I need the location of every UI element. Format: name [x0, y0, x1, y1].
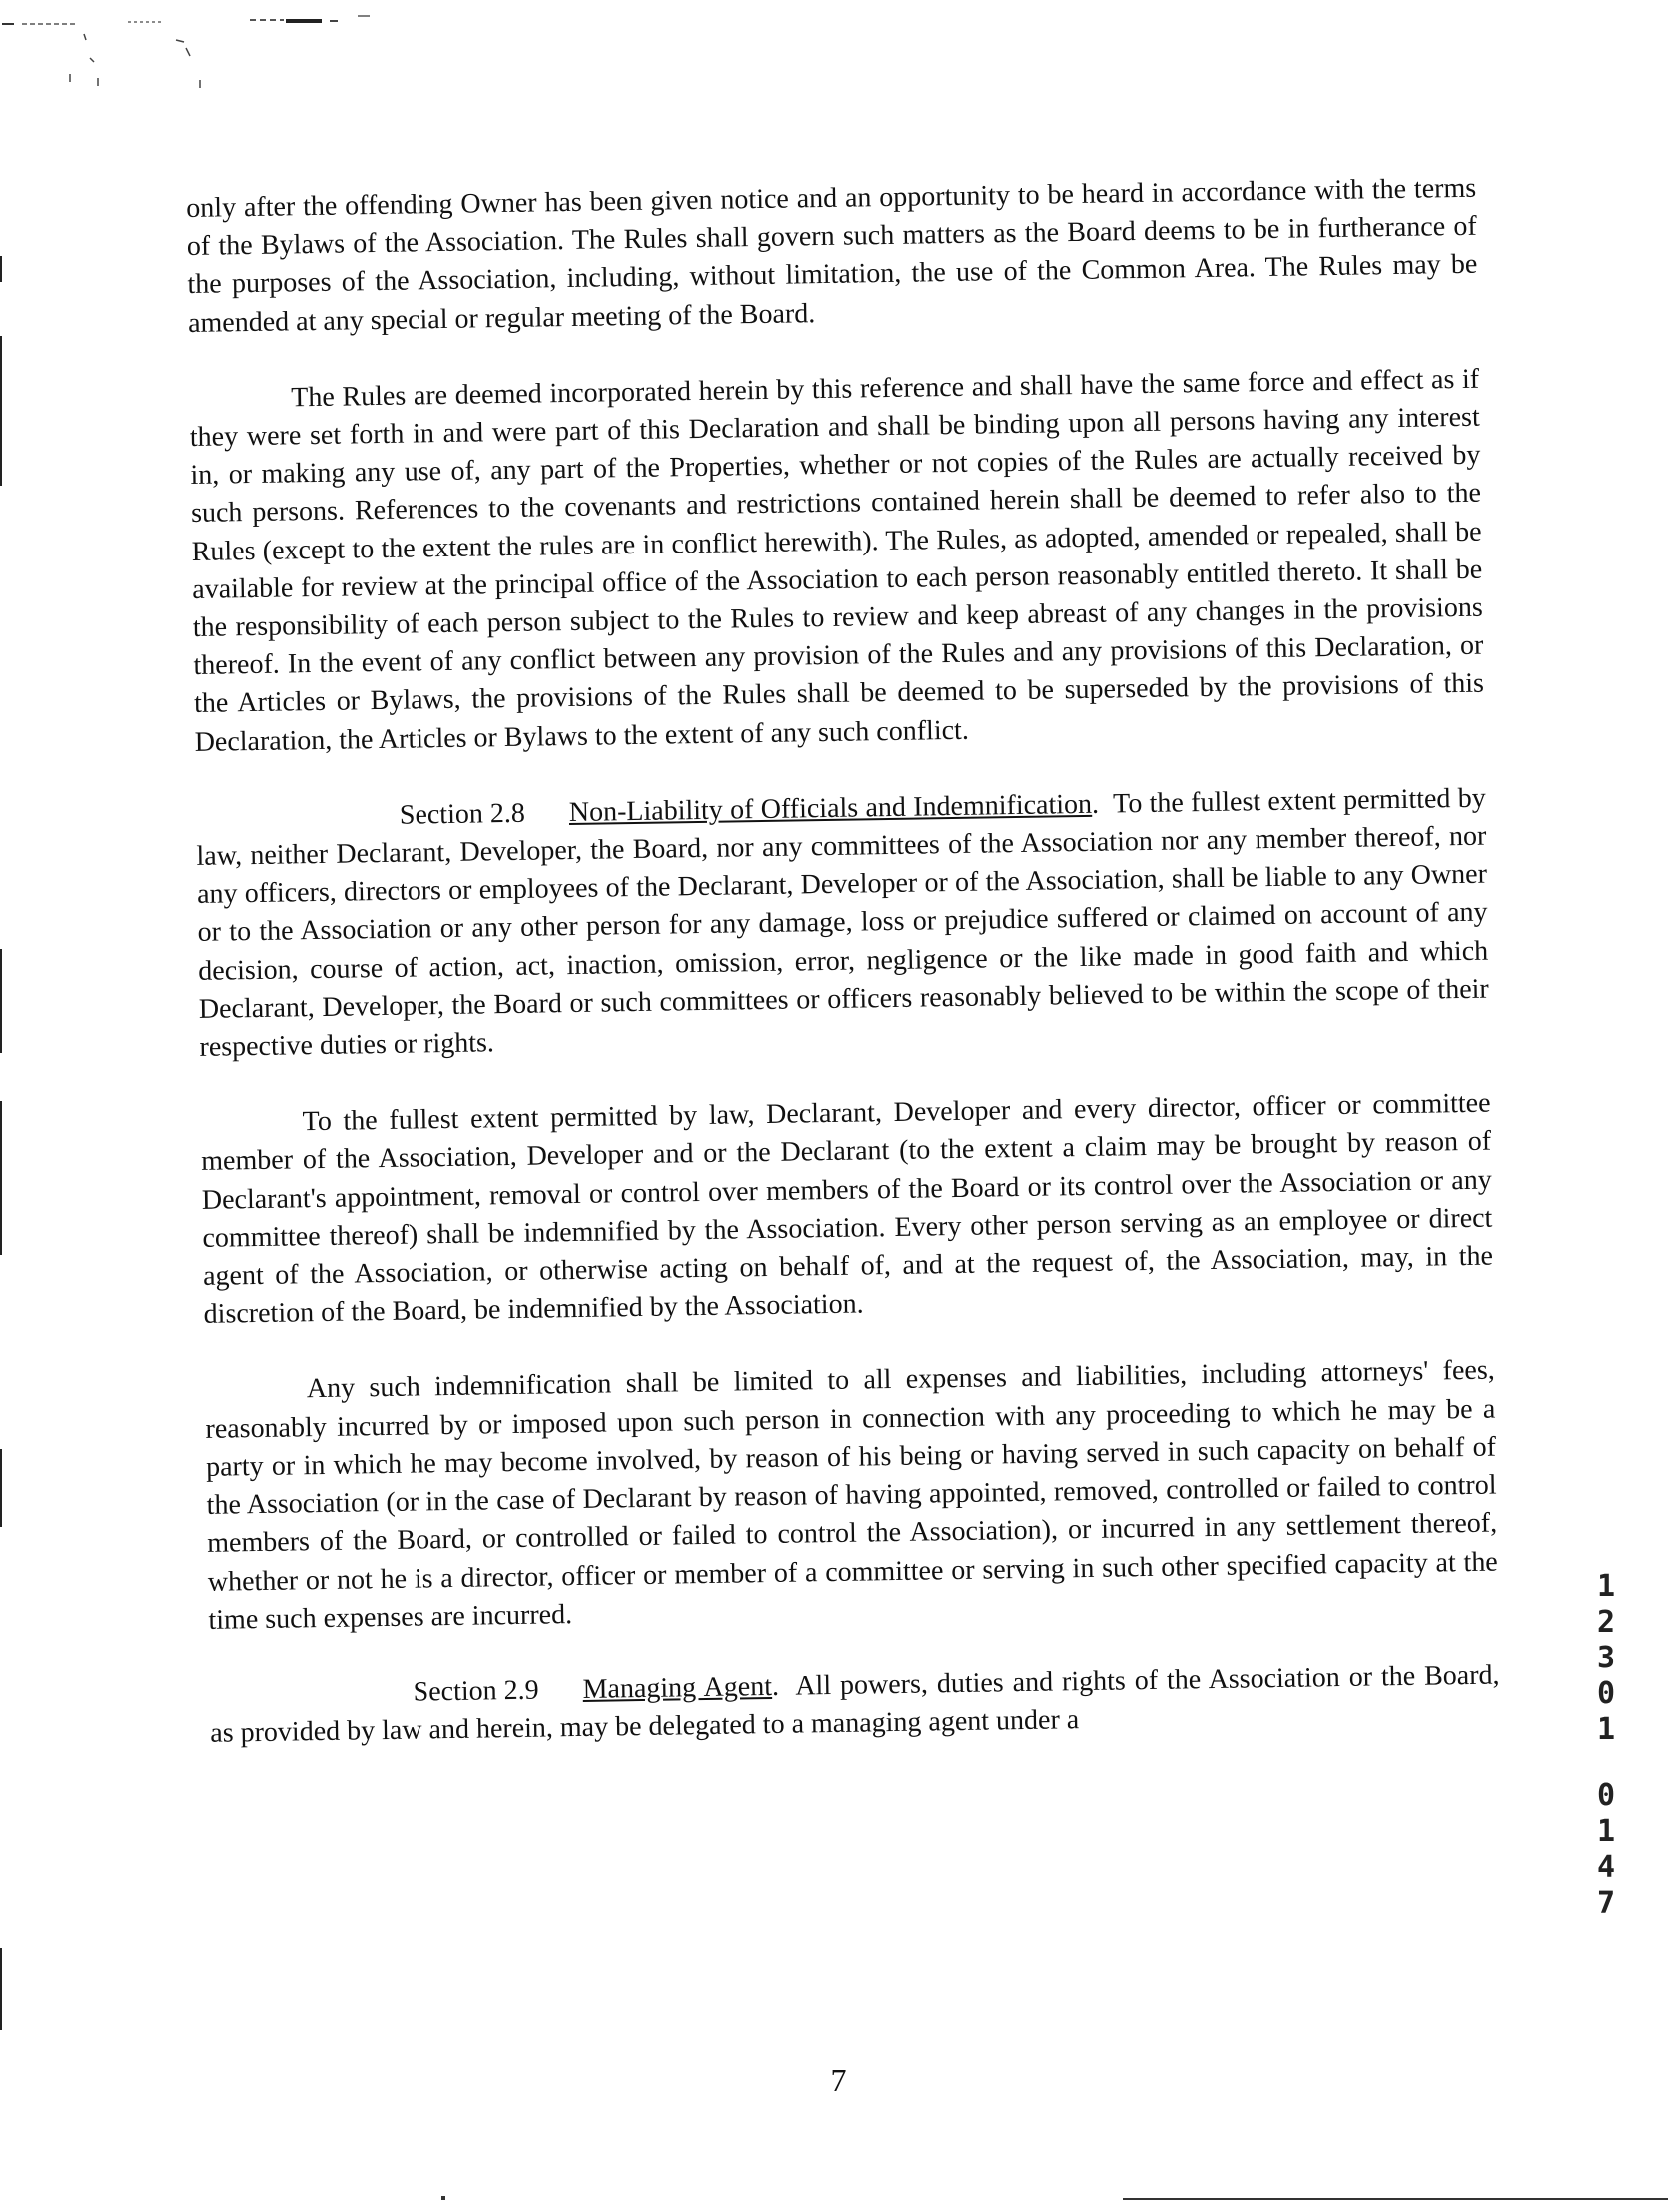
margin-bar	[0, 1948, 2, 2030]
paragraph-text: The Rules are deemed incorporated herein by this reference and shall have the same force and effect as if they were set forth in and were part of this Declaration and shall be binding upon all persons having any interest in, or making any use of, any part of the Properties, whether or not copies of the Rules are actually received by such persons. References to the covenants and restrictions contained herein shall be deemed to refer also to the Rules (except to the extent the rules are in conflict herewith). The Rules, as adopted, amended or repealed, shall be available for review at the principal office of the Association to each person reasonably entitled thereto. It shall be the responsibility of each person subject to the Rules to review and keep abreast of any changes in the provisions thereof. In the event of any conflict between any provision of the Rules and any provisions of this Declaration, or the Articles or Bylaws, the provisions of the Rules shall be deemed to be superseded by the provisions of this Declaration, the Articles or Bylaws to the extent of any such conflict.	[189, 363, 1485, 758]
stamp-digit: 1	[1596, 1569, 1616, 1604]
paragraph-continuation	[186, 170, 1478, 343]
stamp-digit: 4	[1596, 1850, 1616, 1885]
stamp-digit: 2	[1596, 1605, 1616, 1640]
margin-bar	[0, 336, 2, 486]
recording-stamp	[1586, 1569, 1626, 1922]
paragraph-indemnification	[200, 1085, 1493, 1334]
scan-edge-line	[1123, 2198, 1668, 2200]
section-2-8: Section 2.8 Non-Liability of Officials and Indemnification. To the fullest extent permitted by law, neither Declarant, Developer, the Board, nor any committees of the Association nor any member thereof, nor any officers, directors or employees of the Declarant, Developer or of the Association, shall be liable to any Owner or to the Association or any other person for any damage, loss or prejudice suffered or claimed on account of any decision, course of action, act, inaction, omission, error, negligence or the like made in good faith and which Declarant, Developer, the Board or such committees or officers reasonably believed to be within the scope of their respective duties or rights.	[196, 782, 1489, 1063]
section-2-9: Section 2.9 Managing Agent. All powers, duties and rights of the Association or the Board, as provided by law and herein, may be delegated to a managing agent under a	[210, 1659, 1500, 1749]
paragraph-rules-incorporated	[189, 360, 1485, 761]
page-number: 7	[830, 2062, 847, 2098]
stamp-digit: 1	[1596, 1814, 1616, 1849]
stamp-digit: 0	[1596, 1778, 1616, 1813]
paragraph-text: To the fullest extent permitted by law, Declarant, Developer and every director, officer or committee member of the Association, Developer and or the Declarant (to the extent a claim may be brought by reason of Declarant's appointment, removal or control over members of the Board or its control over the Association or any committee thereof) shall be indemnified by the Association. Every other person serving as an employee or direct agent of the Association, or otherwise acting on behalf of, and at the request of, the Association, may, in the discretion of the Board, be indemnified by the Association.	[201, 1087, 1494, 1331]
scan-marks	[0, 0, 419, 100]
margin-bar	[0, 256, 2, 282]
margin-bar	[0, 949, 2, 1053]
paragraph-indemnification-limits	[205, 1352, 1499, 1640]
section-number: Section 2.9	[413, 1674, 539, 1708]
stamp-digit: 7	[1596, 1886, 1616, 1921]
document-body	[186, 170, 1501, 1791]
section-heading: Managing Agent	[582, 1670, 773, 1705]
margin-bar	[0, 1449, 2, 1527]
stamp-digit: 1	[1596, 1712, 1616, 1747]
paragraph-text: All powers, duties and rights of the Association or the Board, as provided by law and herein, may be delegated to a managing agent under a	[210, 1659, 1500, 1749]
paragraph-text: To the fullest extent permitted by law, neither Declarant, Developer, the Board, nor any committees of the Association nor any member thereof, nor any officers, directors or employees of the Declarant, Developer or of the Association, shall be liable to any Owner or to the Association or any other person for any damage, loss or prejudice suffered or claimed on account of any decision, course of action, act, inaction, omission, error, negligence or the like made in good faith and which Declarant, Developer, the Board or such committees or officers reasonably believed to be within the scope of their respective duties or rights.	[196, 782, 1489, 1063]
paragraph-text: only after the offending Owner has been given notice and an opportunity to be heard in accordance with the terms of the Bylaws of the Association. The Rules shall govern such matters as the Board deems to be in furtherance of the purposes of the Association, including, without limitation, the use of the Common Area. The Rules may be amended at any special or regular meeting of the Board.	[186, 172, 1478, 339]
section-number: Section 2.8	[399, 797, 526, 831]
margin-bar	[0, 1101, 2, 1255]
scan-dot	[441, 2196, 445, 2200]
section-heading: Non-Liability of Officials and Indemnification	[568, 788, 1093, 828]
stamp-digit: 3	[1596, 1641, 1616, 1675]
stamp-digit: 0	[1596, 1676, 1616, 1711]
paragraph-text: Any such indemnification shall be limited to all expenses and liabilities, including attorneys' fees, reasonably incurred by or imposed upon such person in connection with any proceeding to which he may be a party or in which he may become involved, by reason of his being or having served in such capacity on behalf of the Association (or in the case of Declarant by reason of having appointed, removed, controlled or failed to control members of the Board, or controlled or failed to control the Association), or incurred in any settlement thereof, whether or not he is a director, officer or member of a committee or serving in such other specified capacity at the time such expenses are incurred.	[205, 1355, 1498, 1636]
